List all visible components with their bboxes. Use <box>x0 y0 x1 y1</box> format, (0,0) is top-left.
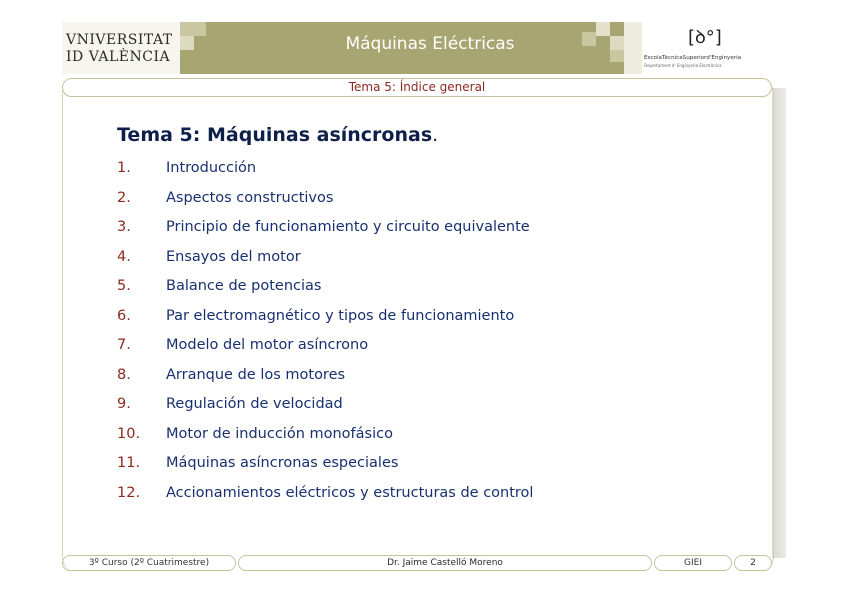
decorative-block <box>610 50 624 62</box>
toc-item <box>117 249 737 279</box>
toc-item <box>117 278 737 308</box>
toc-label: Regulación de velocidad <box>166 396 343 412</box>
toc-label: Accionamientos eléctricos y estructuras de control <box>166 484 534 501</box>
toc-item <box>117 485 737 515</box>
toc-number: 5. <box>117 278 131 294</box>
university-name-line1: VNIVERSITAT <box>66 32 173 48</box>
toc-label: Máquinas asíncronas especiales <box>166 455 399 471</box>
toc-label: Arranque de los motores <box>166 366 346 383</box>
toc-label: Motor de inducción monofásico <box>166 425 393 442</box>
toc-label: Ensayos del motor <box>166 248 301 265</box>
toc-item <box>117 337 737 367</box>
toc-number: 6. <box>117 307 131 324</box>
university-name-line2: ID VALÈNCIA <box>66 49 171 65</box>
toc-number: 10. <box>117 425 141 442</box>
footer-author: Dr. Jaime Castelló Moreno <box>238 555 652 571</box>
toc-item <box>117 219 737 249</box>
decorative-block <box>596 22 610 36</box>
toc-number: 12. <box>117 484 141 501</box>
toc-number: 4. <box>117 248 131 265</box>
toc-item <box>117 308 737 338</box>
footer-course: 3º Curso (2º Cuatrimestre) <box>62 555 236 571</box>
school-name: EscolaTècnicaSuperiord'Enginyeria <box>644 55 742 61</box>
page-title-suffix: . <box>432 124 439 146</box>
decorative-block <box>610 36 624 50</box>
toc-number: 11. <box>117 455 141 471</box>
slide-footer <box>62 555 772 570</box>
toc-number: 1. <box>117 160 131 176</box>
subtitle-text: Tema 5: Índice general <box>348 80 486 94</box>
school-logo <box>642 22 772 74</box>
footer-degree: GIEI <box>654 555 732 571</box>
decorative-block <box>582 32 596 46</box>
course-title: Máquinas Eléctricas <box>345 34 515 54</box>
toc-label: Principio de funcionamiento y circuito equivalente <box>166 219 530 235</box>
page-title <box>117 124 438 146</box>
toc-item <box>117 367 737 397</box>
toc-label: Balance de potencias <box>166 278 322 294</box>
toc-label: Aspectos constructivos <box>166 189 334 206</box>
toc-label: Introducción <box>166 160 257 176</box>
toc-item <box>117 190 737 220</box>
decorative-block <box>180 36 194 50</box>
slide-header <box>62 22 772 74</box>
toc-label: Par electromagnético y tipos de funcionamiento <box>166 307 515 324</box>
school-logo-mark: [ꝺ°] <box>688 27 722 48</box>
decorative-block <box>180 22 206 36</box>
toc-number: 8. <box>117 366 131 383</box>
table-of-contents <box>117 160 737 514</box>
toc-number: 9. <box>117 396 131 412</box>
decorative-block <box>624 22 642 74</box>
toc-number: 3. <box>117 219 131 235</box>
frame-shadow <box>772 88 786 558</box>
page-number: 2 <box>734 555 772 571</box>
university-logo <box>62 22 180 74</box>
page-title-text: Tema 5: Máquinas asíncronas <box>117 124 433 146</box>
toc-number: 7. <box>117 337 131 353</box>
subtitle-bar <box>62 78 772 97</box>
toc-item <box>117 455 737 485</box>
toc-label: Modelo del motor asíncrono <box>166 337 369 353</box>
school-department: Departament d' Enginyeria Electrònica <box>644 63 722 68</box>
toc-number: 2. <box>117 189 131 206</box>
toc-item <box>117 396 737 426</box>
toc-item <box>117 426 737 456</box>
toc-item <box>117 160 737 190</box>
